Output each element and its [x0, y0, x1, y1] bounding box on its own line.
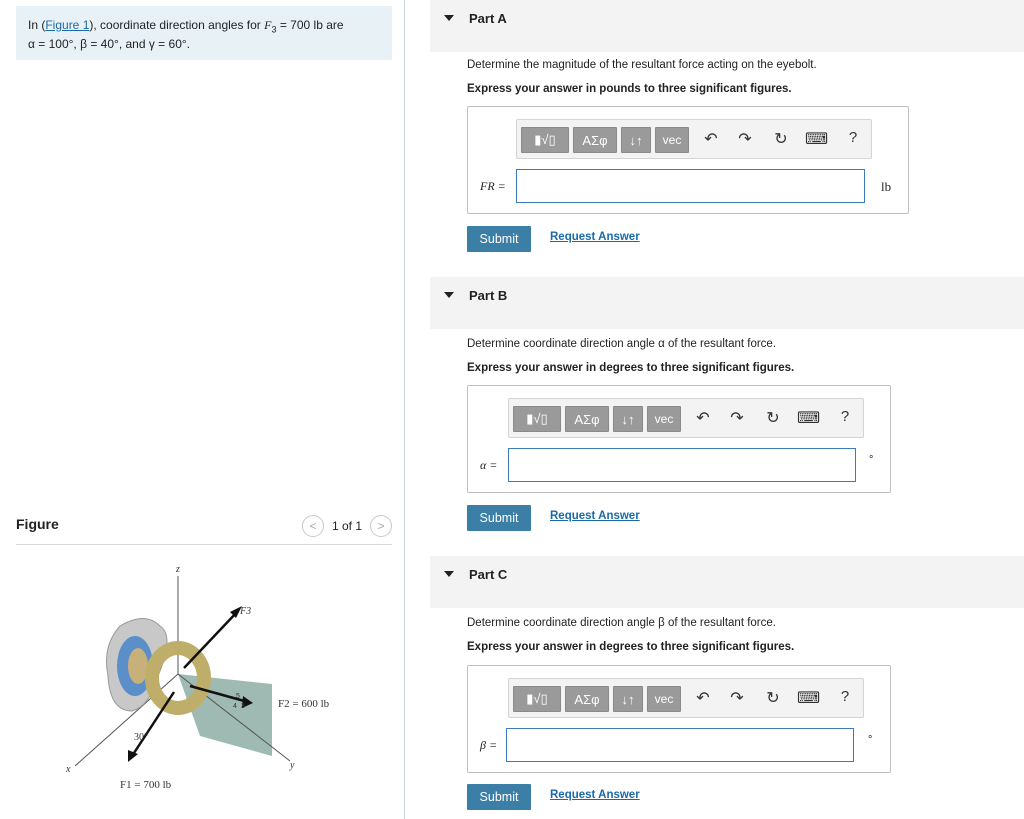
- vec-button[interactable]: vec: [655, 127, 689, 153]
- f3-arrow: [184, 611, 238, 668]
- part-a-request-answer-link[interactable]: Request Answer: [550, 231, 640, 243]
- figure-pager: [302, 515, 392, 537]
- part-a-question: Determine the magnitude of the resultant force acting on the eyebolt.: [467, 59, 817, 71]
- part-c-submit-button[interactable]: Submit: [467, 784, 531, 810]
- templates-button[interactable]: ▮√▯: [513, 686, 561, 712]
- templates-button[interactable]: ▮√▯: [513, 406, 561, 432]
- part-a-label: FR =: [480, 179, 506, 193]
- redo-icon[interactable]: ↷: [738, 131, 752, 148]
- templates-button[interactable]: ▮√▯: [521, 127, 569, 153]
- z-label: z: [176, 564, 180, 575]
- figure-header: [16, 512, 392, 545]
- help-icon[interactable]: ?: [840, 408, 850, 425]
- keyboard-icon[interactable]: ⌨: [797, 410, 821, 427]
- part-b-instruction: Express your answer in degrees to three significant figures.: [467, 362, 795, 374]
- redo-icon[interactable]: ↷: [730, 410, 744, 427]
- part-a-answer-box: [467, 106, 909, 214]
- part-a-submit-button[interactable]: Submit: [467, 226, 531, 252]
- undo-icon[interactable]: ↶: [704, 131, 718, 148]
- keyboard-icon[interactable]: ⌨: [797, 690, 821, 707]
- collapse-triangle-icon[interactable]: [444, 15, 454, 21]
- force-subscript: 3: [271, 24, 277, 35]
- vec-button[interactable]: vec: [647, 406, 681, 432]
- redo-icon[interactable]: ↷: [730, 690, 744, 707]
- part-c: [430, 556, 1024, 804]
- part-b-title: Part B: [469, 288, 508, 303]
- part-a: [430, 0, 1024, 246]
- undo-icon[interactable]: ↶: [696, 410, 710, 427]
- problem-panel: [0, 0, 405, 819]
- collapse-triangle-icon[interactable]: [444, 571, 454, 577]
- arrows-button[interactable]: ↓↑: [613, 406, 643, 432]
- part-c-title: Part C: [469, 567, 508, 582]
- reset-icon[interactable]: ↻: [766, 690, 780, 707]
- part-c-request-answer-link[interactable]: Request Answer: [550, 789, 640, 801]
- bolt-shaft: [128, 648, 148, 684]
- arrows-button[interactable]: ↓↑: [621, 127, 651, 153]
- part-a-unit: lb: [881, 179, 892, 194]
- pager-text: 1 of 1: [331, 519, 362, 533]
- next-figure-button[interactable]: >: [370, 515, 392, 537]
- part-b-answer-input[interactable]: [508, 448, 856, 482]
- part-b-unit: °: [869, 454, 874, 466]
- part-c-question: Determine coordinate direction angle β of the resultant force.: [467, 617, 776, 629]
- part-c-answer-box: [467, 665, 891, 773]
- figure-link[interactable]: Figure 1: [45, 18, 90, 32]
- arrows-button[interactable]: ↓↑: [613, 686, 643, 712]
- greek-symbols-button[interactable]: ΑΣφ: [565, 406, 609, 432]
- f1-arrowhead: [128, 750, 138, 762]
- x-label: x: [66, 764, 71, 775]
- part-c-instruction: Express your answer in degrees to three significant figures.: [467, 641, 795, 653]
- direction-angles: α = 100°, β = 40°, and γ = 60°.: [28, 37, 191, 52]
- problem-prefix: In (: [28, 18, 46, 32]
- figure-title: Figure: [16, 516, 59, 532]
- math-toolbar: [508, 678, 864, 718]
- problem-statement: [16, 6, 392, 60]
- help-icon[interactable]: ?: [848, 129, 858, 146]
- part-a-title: Part A: [469, 11, 507, 26]
- part-c-header[interactable]: [430, 556, 1024, 608]
- greek-symbols-button[interactable]: ΑΣφ: [565, 686, 609, 712]
- help-icon[interactable]: ?: [840, 688, 850, 705]
- vec-button[interactable]: vec: [647, 686, 681, 712]
- part-b-request-answer-link[interactable]: Request Answer: [550, 510, 640, 522]
- f2-label: F2 = 600 lb: [278, 698, 330, 710]
- f3-label: F3: [240, 606, 252, 617]
- greek-symbols-button[interactable]: ΑΣφ: [573, 127, 617, 153]
- eyebolt-figure: [50, 556, 350, 796]
- ratio-4: 4: [233, 703, 237, 710]
- part-c-unit: °: [868, 734, 873, 746]
- reset-icon[interactable]: ↻: [774, 131, 788, 148]
- part-b-answer-box: [467, 385, 891, 493]
- reset-icon[interactable]: ↻: [766, 410, 780, 427]
- f1-label: F1 = 700 lb: [120, 779, 172, 791]
- undo-icon[interactable]: ↶: [696, 690, 710, 707]
- part-b-question: Determine coordinate direction angle α of the resultant force.: [467, 338, 777, 350]
- problem-mid: ), coordinate direction angles for: [89, 18, 265, 32]
- part-a-answer-input[interactable]: [516, 169, 865, 203]
- ratio-5: 5: [236, 693, 240, 700]
- part-c-answer-input[interactable]: [506, 728, 854, 762]
- part-b: [430, 277, 1024, 525]
- keyboard-icon[interactable]: ⌨: [805, 131, 829, 148]
- force-value: = 700 lb are: [276, 18, 344, 32]
- prev-figure-button[interactable]: <: [302, 515, 324, 537]
- angle-label: 30°: [134, 732, 148, 743]
- ratio-3: 3: [241, 703, 245, 710]
- part-a-instruction: Express your answer in pounds to three significant figures.: [467, 83, 792, 95]
- part-c-label: β =: [480, 738, 498, 752]
- y-label: y: [290, 760, 295, 771]
- part-b-label: α =: [480, 458, 498, 472]
- force-symbol: F: [264, 18, 272, 32]
- math-toolbar: [516, 119, 872, 159]
- part-b-submit-button[interactable]: Submit: [467, 505, 531, 531]
- collapse-triangle-icon[interactable]: [444, 292, 454, 298]
- part-a-header[interactable]: [430, 0, 1024, 52]
- part-b-header[interactable]: [430, 277, 1024, 329]
- parts-panel: [430, 0, 1024, 819]
- math-toolbar: [508, 398, 864, 438]
